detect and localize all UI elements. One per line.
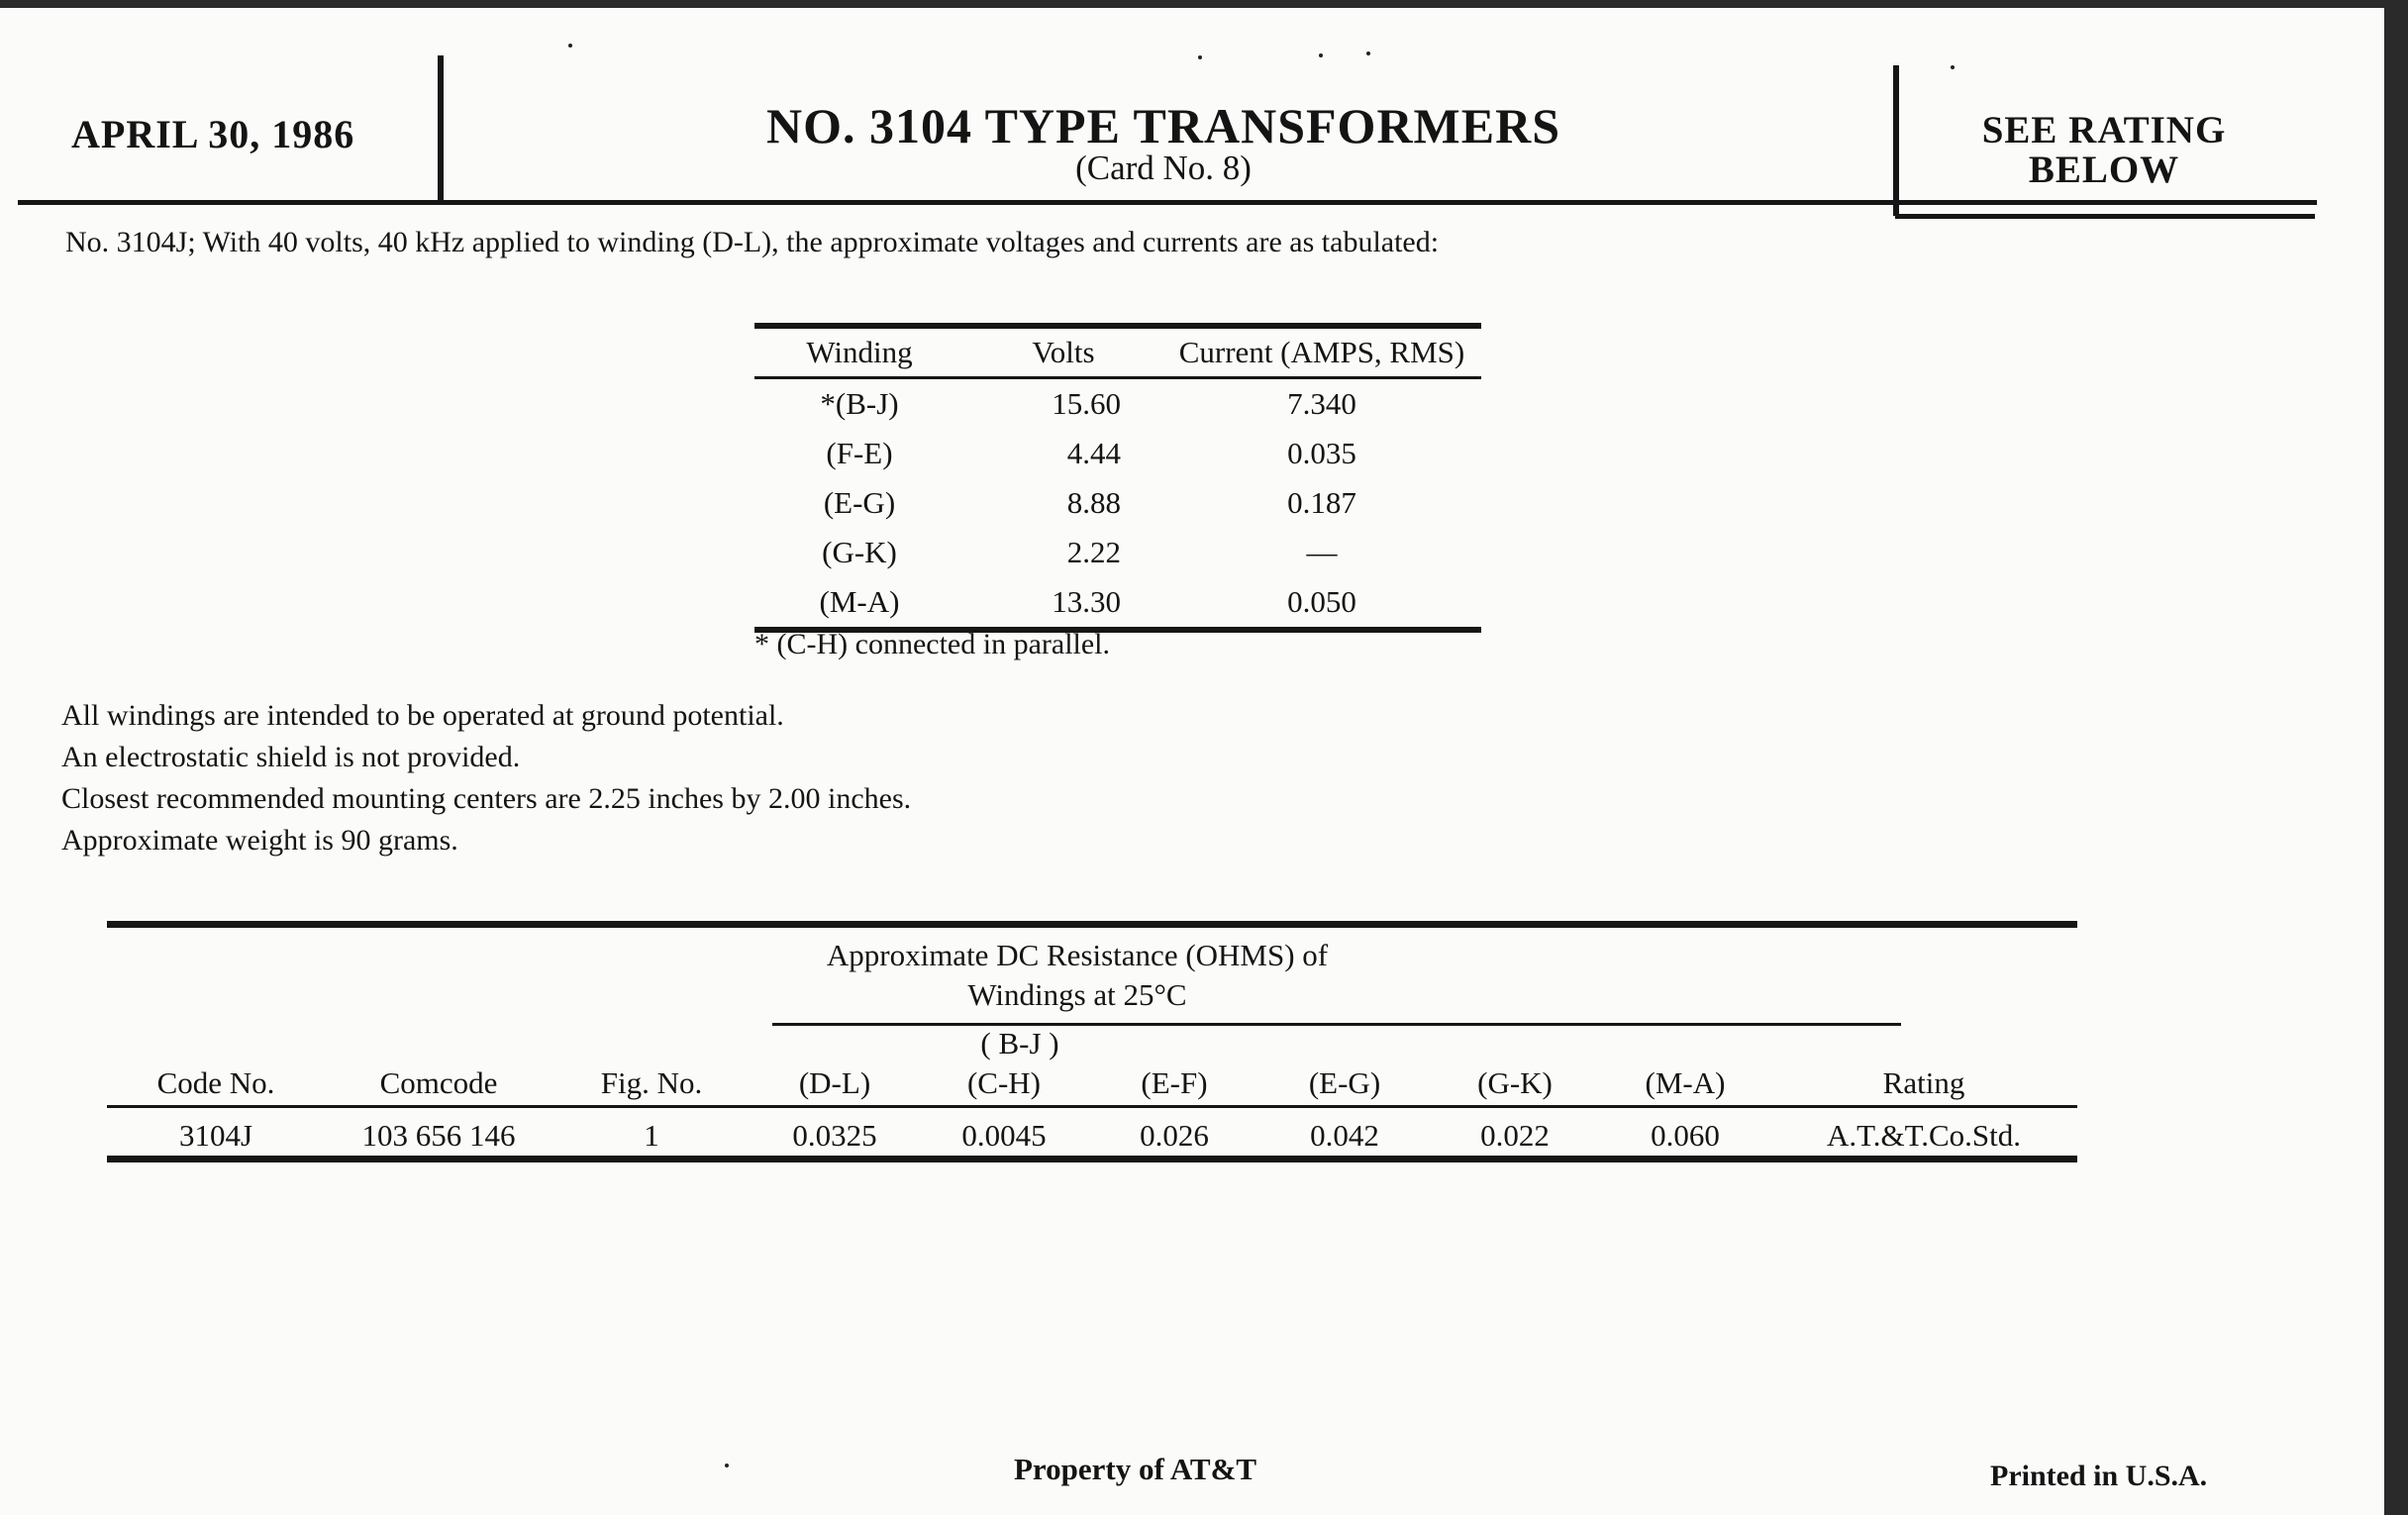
scan-border-top <box>0 0 2384 8</box>
header-date: APRIL 30, 1986 <box>71 112 355 156</box>
current-cell: 7.340 <box>1287 386 1356 421</box>
fig-cell: 1 <box>644 1118 659 1153</box>
table-row <box>754 528 1481 577</box>
winding-cell: (F-E) <box>826 436 893 470</box>
paragraph-ground: All windings are intended to be operated at ground potential. <box>61 699 784 732</box>
current-cell: 0.187 <box>1287 485 1356 520</box>
intro-text: No. 3104J; With 40 volts, 40 kHz applied to winding (D-L), the approximate voltages and currents are as tabulated: <box>65 226 1440 258</box>
header-bottom-rule <box>18 200 2317 205</box>
winding-cell: (M-A) <box>819 584 900 619</box>
volts-cell: 13.30 <box>1052 584 1121 619</box>
col-header-ma: (M-A) <box>1600 1061 1770 1107</box>
paragraph-shield: An electrostatic shield is not provided. <box>61 741 521 773</box>
dl-cell: 0.0325 <box>792 1118 877 1153</box>
header-rating-line1: SEE RATING <box>1981 109 2227 152</box>
gk-cell: 0.022 <box>1480 1118 1550 1153</box>
col-header-current: Current (AMPS, RMS) <box>1162 326 1481 378</box>
table-row <box>754 429 1481 478</box>
winding-table <box>754 323 1481 633</box>
winding-cell: (E-G) <box>823 485 896 520</box>
scan-speck <box>1951 65 1955 69</box>
scan-speck <box>1366 51 1370 55</box>
winding-cell: *(B-J) <box>820 386 899 421</box>
col-header-ch: (C-H) <box>919 1061 1089 1107</box>
col-header-dl: (D-L) <box>751 1061 919 1107</box>
table-row <box>754 577 1481 630</box>
paragraph-weight: Approximate weight is 90 grams. <box>61 824 458 857</box>
volts-cell: 2.22 <box>1066 535 1121 569</box>
col-header-comcode: Comcode <box>325 1061 552 1107</box>
resistance-group-rule <box>772 1023 1901 1026</box>
comcode-cell: 103 656 146 <box>361 1118 516 1153</box>
winding-cell: (G-K) <box>822 535 897 569</box>
ch-cell: 0.0045 <box>961 1118 1047 1153</box>
header-title: NO. 3104 TYPE TRANSFORMERS <box>765 98 1561 153</box>
winding-table-header <box>754 326 1481 378</box>
current-cell: 0.035 <box>1287 436 1356 470</box>
volts-cell: 15.60 <box>1052 386 1121 421</box>
volts-cell: 8.88 <box>1066 485 1121 520</box>
header-rating-line2: BELOW <box>2028 149 2180 191</box>
resistance-group-header-line1: Approximate DC Resistance (OHMS) of <box>826 938 1329 972</box>
header-divider-left <box>438 55 444 204</box>
table-row <box>754 378 1481 430</box>
resistance-table-bottom-rule <box>107 1156 2077 1162</box>
resistance-group-header-line2: Windings at 25°C <box>967 977 1187 1012</box>
col-header-gk: (G-K) <box>1430 1061 1600 1107</box>
col-header-volts: Volts <box>964 326 1162 378</box>
resistance-table-top-rule <box>107 921 2077 928</box>
footer-property: Property of AT&T <box>1014 1452 1257 1486</box>
scan-border-right <box>2384 0 2408 1515</box>
col-header-winding: Winding <box>754 326 964 378</box>
header-rating <box>1901 111 2307 190</box>
bj-label: ( B-J ) <box>980 1026 1059 1060</box>
winding-table-note: * (C-H) connected in parallel. <box>754 628 1111 660</box>
col-header-ef: (E-F) <box>1089 1061 1259 1107</box>
rating-cell: A.T.&T.Co.Std. <box>1826 1118 2022 1153</box>
table-row <box>754 478 1481 528</box>
col-header-code: Code No. <box>107 1061 325 1107</box>
resistance-table <box>107 1061 2077 1165</box>
volts-cell: 4.44 <box>1066 436 1121 470</box>
ma-cell: 0.060 <box>1651 1118 1720 1153</box>
code-cell: 3104J <box>178 1118 253 1153</box>
resistance-table-header <box>107 1061 2077 1107</box>
header-divider-right <box>1893 65 1899 216</box>
scan-speck <box>568 44 572 48</box>
ef-cell: 0.026 <box>1140 1118 1209 1153</box>
eg-cell: 0.042 <box>1310 1118 1379 1153</box>
scan-speck <box>1319 53 1323 57</box>
current-cell: 0.050 <box>1287 584 1356 619</box>
col-header-eg: (E-G) <box>1259 1061 1430 1107</box>
footer-printed: Printed in U.S.A. <box>1990 1460 2208 1492</box>
current-cell: — <box>1306 535 1338 569</box>
header-subtitle: (Card No. 8) <box>1075 149 1252 187</box>
col-header-fig: Fig. No. <box>552 1061 751 1107</box>
scan-speck <box>725 1464 729 1467</box>
resistance-group-header <box>760 936 1394 1015</box>
scan-speck <box>1198 55 1202 59</box>
col-header-rating: Rating <box>1770 1061 2077 1107</box>
header-bottom-rule-right <box>1895 214 2315 219</box>
paragraph-mounting: Closest recommended mounting centers are 2.25 inches by 2.00 inches. <box>61 782 912 815</box>
